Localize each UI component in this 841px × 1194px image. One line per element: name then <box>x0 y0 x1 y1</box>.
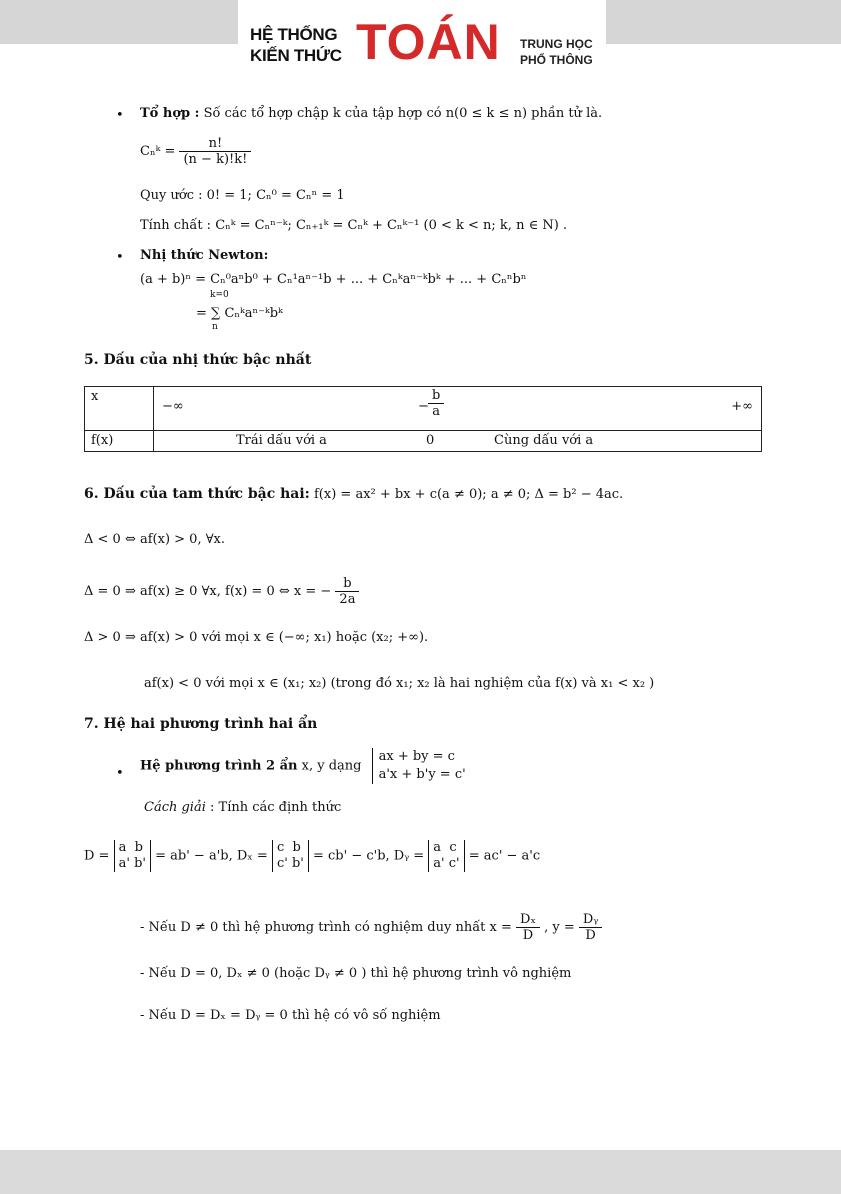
sign-left: Trái dấu với a <box>236 433 327 448</box>
system-brace <box>372 748 466 784</box>
combination-lhs: Cₙᵏ = <box>140 144 176 159</box>
solution-y-num: Dᵧ <box>579 912 602 928</box>
newton-label: Nhị thức Newton: <box>140 248 269 263</box>
section5-heading: 5. Dấu của nhị thức bậc nhất <box>84 352 312 368</box>
solution-case-2: - Nếu D = 0, Dₓ ≠ 0 (hoặc Dᵧ ≠ 0 ) thì hệ phương trình vô nghiệm <box>140 966 572 981</box>
sign-right: Cùng dấu với a <box>494 433 594 448</box>
logo-title: TOÁN <box>356 14 501 70</box>
system-vars: x, y dạng <box>301 758 362 774</box>
footer-band <box>0 1150 841 1194</box>
combination-fraction <box>179 136 251 167</box>
solution-y-fraction <box>579 912 602 943</box>
combination-property: Tính chất : Cₙᵏ = Cₙⁿ⁻ᵏ; Cₙ₊₁ᵏ = Cₙᵏ + Cₙᵏ⁻¹ (0 < k < n; k, n ∈ N) . <box>140 218 568 233</box>
section6-case-2 <box>84 576 359 607</box>
bullet-icon: • <box>116 766 124 781</box>
matrix-cell: c <box>276 840 285 855</box>
solution-mid: , y = <box>544 920 575 935</box>
section6-case-3: Δ > 0 ⇒ af(x) > 0 với mọi x ∈ (−∞; x₁) hoặc (x₂; +∞). <box>84 630 429 645</box>
section6-case-2-den: 2a <box>339 592 356 607</box>
sign-table-x-head: x <box>85 387 154 431</box>
newton-sum-top: k=0 <box>210 290 229 300</box>
solution-x-den: D <box>522 928 534 943</box>
section6-case-2-fraction <box>335 576 359 607</box>
det-d-label: D = <box>84 848 110 864</box>
logo-right-text <box>520 36 593 68</box>
solution-x-num: Dₓ <box>516 912 540 928</box>
section6-heading-formula: f(x) = ax² + bx + c(a ≠ 0); a ≠ 0; Δ = b² − 4ac. <box>314 487 624 502</box>
bullet-icon: • <box>116 108 124 123</box>
section6-case-1: Δ < 0 ⇔ af(x) > 0, ∀x. <box>84 532 226 547</box>
sign-table-f-head: f(x) <box>85 431 154 452</box>
section6-heading-line <box>84 486 623 502</box>
section6-case-2-num: b <box>335 576 359 592</box>
solution-case-1-text: - Nếu D ≠ 0 thì hệ phương trình có nghiệm duy nhất x = <box>140 920 512 935</box>
det-dx-result: = cb' − c'b, Dᵧ = <box>313 848 425 864</box>
matrix-cell: b' <box>291 856 304 871</box>
matrix-cell: a <box>433 840 442 855</box>
solution-case-1 <box>140 912 602 943</box>
solution-y-den: D <box>585 928 596 943</box>
matrix-cell: b' <box>134 856 146 871</box>
sign-table-row-x <box>85 387 762 431</box>
logo-sub-1: TRUNG HỌC <box>520 37 593 51</box>
root-sign: − <box>418 399 429 414</box>
det-d-result: = ab' − a'b, Dₓ = <box>155 848 268 864</box>
matrix-cell: c <box>449 840 457 855</box>
sign-table-row-f <box>85 431 762 452</box>
section7-heading: 7. Hệ hai phương trình hai ẩn <box>84 716 318 732</box>
logo-line-2: KIẾN THỨC <box>250 46 342 65</box>
method-label: Cách giải <box>144 800 206 815</box>
logo-left-text <box>250 24 342 66</box>
sign-zero: 0 <box>426 433 435 448</box>
matrix-cell: b <box>134 840 143 855</box>
det-dy-result: = ac' − a'c <box>468 848 541 864</box>
method-text: : Tính các định thức <box>210 800 342 815</box>
combination-text: Số các tổ hợp chập k của tập hợp có n(0 ≤ k ≤ n) phần tử là. <box>203 106 603 121</box>
newton-line-1: (a + b)ⁿ = Cₙ⁰aⁿb⁰ + Cₙ¹aⁿ⁻¹b + ... + Cₙᵏaⁿ⁻ᵏbᵏ + ... + Cₙⁿbⁿ <box>140 272 527 287</box>
method-line <box>144 800 341 815</box>
minus-infinity: −∞ <box>162 399 184 414</box>
bullet-icon: • <box>116 250 124 265</box>
matrix-cell: a' <box>433 856 445 871</box>
solution-case-3: - Nếu D = Dₓ = Dᵧ = 0 thì hệ có vô số nghiệm <box>140 1008 441 1023</box>
logo-sub-2: PHỔ THÔNG <box>520 53 593 67</box>
newton-sum-bottom: n <box>212 322 218 332</box>
combination-convention: Quy ước : 0! = 1; Cₙ⁰ = Cₙⁿ = 1 <box>140 188 345 203</box>
matrix-cell: b <box>292 840 301 855</box>
system-label: Hệ phương trình 2 ẩn <box>140 758 298 774</box>
header-logo <box>238 0 606 80</box>
system-eq-1: ax + by = c <box>378 749 455 764</box>
combination-num: n! <box>179 136 251 152</box>
root-fraction <box>428 388 444 419</box>
combination-formula <box>140 136 251 167</box>
header-band-left <box>0 0 238 44</box>
determinant-line <box>84 840 540 872</box>
section6-case-2-text: Δ = 0 ⇒ af(x) ≥ 0 ∀x, f(x) = 0 ⇔ x = − <box>84 584 332 599</box>
matrix-cell: a' <box>118 856 130 871</box>
root-num: b <box>428 388 444 404</box>
matrix-cell: c' <box>448 856 460 871</box>
system-line <box>140 748 466 784</box>
root-den: a <box>432 404 441 419</box>
combination-den: (n − k)!k! <box>183 152 248 167</box>
sign-table-f-values <box>154 431 762 452</box>
header-band-right <box>606 0 841 44</box>
section6-case-3b: af(x) < 0 với mọi x ∈ (x₁; x₂) (trong đó x₁; x₂ là hai nghiệm của f(x) và x₁ < x₂ ) <box>144 676 655 691</box>
matrix-cell: a <box>118 840 127 855</box>
plus-infinity: +∞ <box>731 399 753 414</box>
sign-table <box>84 386 762 452</box>
matrix-d <box>114 840 151 872</box>
combination-label: Tổ hợp : <box>140 106 200 121</box>
section6-heading: 6. Dấu của tam thức bậc hai: <box>84 486 310 502</box>
system-eq-2: a'x + b'y = c' <box>378 767 466 782</box>
logo-line-1: HỆ THỐNG <box>250 25 338 44</box>
sign-table-x-values <box>154 387 762 431</box>
solution-x-fraction <box>516 912 540 943</box>
newton-line-2: = ∑ Cₙᵏaⁿ⁻ᵏbᵏ <box>196 306 283 321</box>
matrix-dy <box>428 840 464 872</box>
combination-line <box>140 106 602 121</box>
matrix-dx <box>272 840 309 872</box>
matrix-cell: c' <box>276 856 288 871</box>
